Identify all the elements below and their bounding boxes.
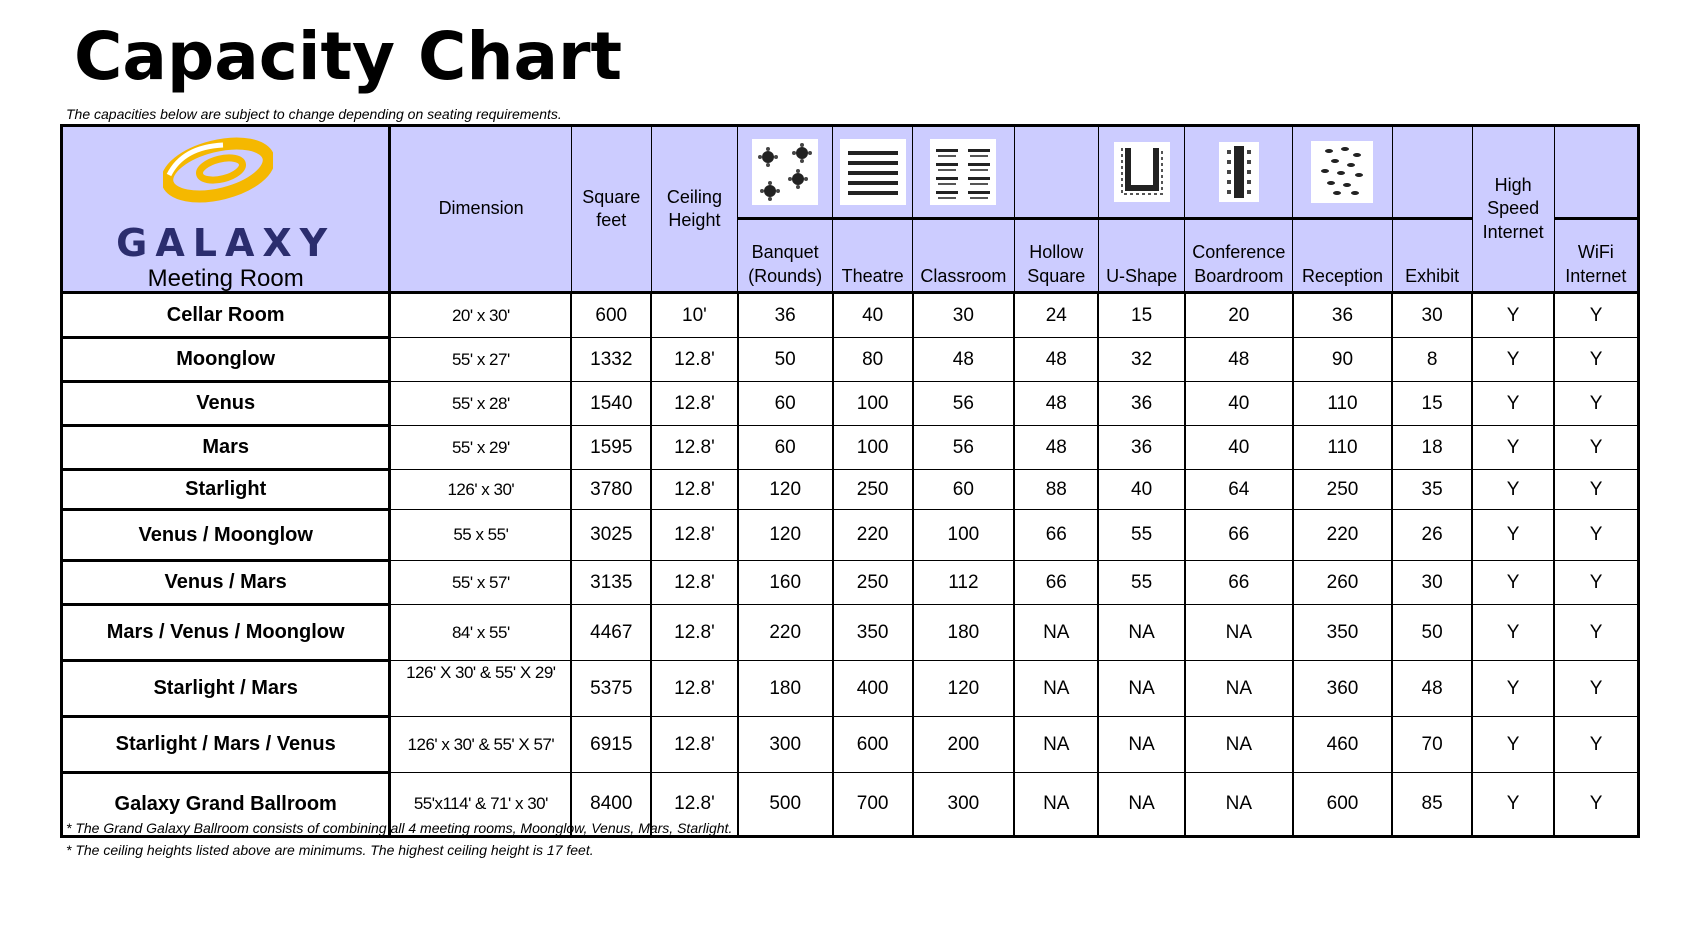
room-name: Venus / Moonglow — [62, 510, 390, 561]
cell-boardroom: 20 — [1185, 293, 1293, 338]
table-row — [62, 605, 1639, 661]
icon-cell-wifi-internet — [1554, 126, 1638, 219]
col-header-hollow-square: Hollow Square — [1014, 219, 1098, 293]
cell-theatre: 80 — [833, 338, 913, 382]
cell-boardroom: 40 — [1185, 382, 1293, 426]
cell-hollow-square: NA — [1014, 661, 1098, 717]
icon-cell-boardroom — [1185, 126, 1293, 219]
cell-exhibit: 35 — [1392, 470, 1472, 510]
cell-square-feet: 5375 — [571, 661, 651, 717]
col-header-classroom: Classroom — [913, 219, 1015, 293]
cell-wifi-internet: Y — [1554, 717, 1638, 773]
cell-square-feet: 600 — [571, 293, 651, 338]
room-name: Cellar Room — [62, 293, 390, 338]
cell-u-shape: 15 — [1098, 293, 1184, 338]
cell-hollow-square: 66 — [1014, 510, 1098, 561]
u-shape-icon — [1114, 142, 1170, 202]
icon-cell-ceiling-height — [651, 126, 737, 293]
cell-hollow-square: 66 — [1014, 561, 1098, 605]
cell-boardroom: NA — [1185, 773, 1293, 837]
cell-ceiling-height: 12.8' — [651, 510, 737, 561]
cell-square-feet: 1540 — [571, 382, 651, 426]
cell-wifi-internet: Y — [1554, 338, 1638, 382]
cell-boardroom: NA — [1185, 661, 1293, 717]
table-row — [62, 293, 1639, 338]
cell-banquet: 500 — [738, 773, 833, 837]
cell-exhibit: 18 — [1392, 426, 1472, 470]
galaxy-logo — [63, 127, 388, 291]
cell-boardroom: 66 — [1185, 561, 1293, 605]
cell-high-speed-internet: Y — [1472, 717, 1554, 773]
cell-u-shape: NA — [1098, 661, 1184, 717]
cell-square-feet: 3780 — [571, 470, 651, 510]
col-header-wifi-internet: WiFi Internet — [1554, 219, 1638, 293]
cell-dimension: 55' x 57' — [390, 561, 571, 605]
cell-ceiling-height: 12.8' — [651, 470, 737, 510]
cell-wifi-internet: Y — [1554, 470, 1638, 510]
cell-classroom: 300 — [913, 773, 1015, 837]
cell-boardroom: 40 — [1185, 426, 1293, 470]
cell-ceiling-height: 10' — [651, 293, 737, 338]
icon-cell-theatre — [833, 126, 913, 219]
cell-theatre: 600 — [833, 717, 913, 773]
room-name: Venus / Mars — [62, 561, 390, 605]
cell-theatre: 220 — [833, 510, 913, 561]
cell-exhibit: 8 — [1392, 338, 1472, 382]
cell-u-shape: 32 — [1098, 338, 1184, 382]
cell-dimension: 55 x 55' — [390, 510, 571, 561]
cell-classroom: 200 — [913, 717, 1015, 773]
cell-hollow-square: NA — [1014, 773, 1098, 837]
cell-exhibit: 50 — [1392, 605, 1472, 661]
cell-banquet: 120 — [738, 510, 833, 561]
cell-banquet: 300 — [738, 717, 833, 773]
cell-dimension: 84' x 55' — [390, 605, 571, 661]
cell-dimension: 55' x 28' — [390, 382, 571, 426]
cell-wifi-internet: Y — [1554, 382, 1638, 426]
page-subtitle: The capacities below are subject to change depending on seating requirements. — [66, 106, 562, 122]
icon-cell-banquet — [738, 126, 833, 219]
cell-u-shape: 55 — [1098, 561, 1184, 605]
cell-ceiling-height: 12.8' — [651, 605, 737, 661]
cell-square-feet: 3135 — [571, 561, 651, 605]
cell-classroom: 48 — [913, 338, 1015, 382]
icon-cell-hollow-square — [1014, 126, 1098, 219]
cell-reception: 250 — [1293, 470, 1392, 510]
cell-banquet: 220 — [738, 605, 833, 661]
room-name: Starlight — [62, 470, 390, 510]
cell-high-speed-internet: Y — [1472, 338, 1554, 382]
col-header-theatre: Theatre — [833, 219, 913, 293]
cell-classroom: 180 — [913, 605, 1015, 661]
cell-high-speed-internet: Y — [1472, 773, 1554, 837]
theatre-rows-icon — [840, 139, 906, 205]
cell-reception: 600 — [1293, 773, 1392, 837]
footnote-ballroom: * The Grand Galaxy Ballroom consists of combining all 4 meeting rooms, Moonglow, Venus, Mars, Starlight. — [66, 820, 733, 836]
cell-classroom: 112 — [913, 561, 1015, 605]
icon-cell-dimension — [390, 126, 571, 293]
cell-classroom: 60 — [913, 470, 1015, 510]
classroom-tables-icon — [930, 139, 996, 205]
cell-exhibit: 30 — [1392, 293, 1472, 338]
table-row — [62, 426, 1639, 470]
cell-high-speed-internet: Y — [1472, 661, 1554, 717]
cell-u-shape: 40 — [1098, 470, 1184, 510]
cell-high-speed-internet: Y — [1472, 382, 1554, 426]
room-name: Mars / Venus / Moonglow — [62, 605, 390, 661]
cell-banquet: 50 — [738, 338, 833, 382]
table-body — [62, 293, 1639, 837]
cell-square-feet: 1595 — [571, 426, 651, 470]
galaxy-swoosh-icon — [163, 135, 273, 205]
cell-reception: 350 — [1293, 605, 1392, 661]
cell-hollow-square: 24 — [1014, 293, 1098, 338]
icon-cell-classroom — [913, 126, 1015, 219]
cell-high-speed-internet: Y — [1472, 510, 1554, 561]
cell-hollow-square: 48 — [1014, 338, 1098, 382]
cell-u-shape: 55 — [1098, 510, 1184, 561]
cell-wifi-internet: Y — [1554, 426, 1638, 470]
col-header-exhibit: Exhibit — [1392, 219, 1472, 293]
cell-boardroom: NA — [1185, 717, 1293, 773]
cell-hollow-square: 48 — [1014, 382, 1098, 426]
room-name: Mars — [62, 426, 390, 470]
cell-exhibit: 70 — [1392, 717, 1472, 773]
cell-ceiling-height: 12.8' — [651, 773, 737, 837]
cell-reception: 110 — [1293, 426, 1392, 470]
room-name: Venus — [62, 382, 390, 426]
cell-hollow-square: NA — [1014, 605, 1098, 661]
cell-boardroom: 66 — [1185, 510, 1293, 561]
cell-hollow-square: 88 — [1014, 470, 1098, 510]
col-header-reception: Reception — [1293, 219, 1392, 293]
cell-ceiling-height: 12.8' — [651, 382, 737, 426]
cell-wifi-internet: Y — [1554, 510, 1638, 561]
cell-wifi-internet: Y — [1554, 293, 1638, 338]
room-name: Starlight / Mars — [62, 661, 390, 717]
icon-cell-square-feet — [571, 126, 651, 293]
icon-row — [62, 126, 1639, 219]
cell-dimension: 55'x114' & 71' x 30' — [390, 773, 571, 837]
cell-high-speed-internet: Y — [1472, 470, 1554, 510]
cell-banquet: 160 — [738, 561, 833, 605]
cell-exhibit: 85 — [1392, 773, 1472, 837]
cell-theatre: 100 — [833, 426, 913, 470]
cell-u-shape: NA — [1098, 605, 1184, 661]
cell-square-feet: 6915 — [571, 717, 651, 773]
cell-banquet: 180 — [738, 661, 833, 717]
cell-dimension: 126' x 30' & 55' X 57' — [390, 717, 571, 773]
cell-dimension: 126' x 30' — [390, 470, 571, 510]
cell-theatre: 400 — [833, 661, 913, 717]
room-name: Starlight / Mars / Venus — [62, 717, 390, 773]
cell-square-feet: 4467 — [571, 605, 651, 661]
cell-hollow-square: 48 — [1014, 426, 1098, 470]
cell-theatre: 40 — [833, 293, 913, 338]
cell-ceiling-height: 12.8' — [651, 661, 737, 717]
cell-boardroom: 48 — [1185, 338, 1293, 382]
col-header-ceiling-height: Ceiling Height — [666, 186, 722, 230]
cell-classroom: 56 — [913, 382, 1015, 426]
col-header-banquet: Banquet (Rounds) — [738, 219, 833, 293]
cell-hollow-square: NA — [1014, 717, 1098, 773]
cell-dimension: 126' X 30' & 55' X 29' — [390, 661, 571, 717]
banquet-rounds-icon — [752, 139, 818, 205]
cell-ceiling-height: 12.8' — [651, 338, 737, 382]
cell-banquet: 120 — [738, 470, 833, 510]
table-row — [62, 561, 1639, 605]
capacity-table — [60, 124, 1640, 838]
footnote-ceiling: * The ceiling heights listed above are minimums. The highest ceiling height is 17 feet. — [66, 842, 594, 858]
cell-boardroom: NA — [1185, 605, 1293, 661]
cell-ceiling-height: 12.8' — [651, 426, 737, 470]
col-header-square-feet: Square feet — [582, 186, 641, 230]
cell-wifi-internet: Y — [1554, 561, 1638, 605]
col-header-high-speed-internet: High Speed Internet — [1482, 174, 1544, 242]
table-row — [62, 382, 1639, 426]
cell-high-speed-internet: Y — [1472, 293, 1554, 338]
cell-square-feet: 8400 — [571, 773, 651, 837]
cell-dimension: 55' x 27' — [390, 338, 571, 382]
cell-theatre: 700 — [833, 773, 913, 837]
table-row — [62, 510, 1639, 561]
cell-wifi-internet: Y — [1554, 605, 1638, 661]
logo-wordmark: GALAXY — [116, 221, 336, 265]
table-header — [62, 126, 1639, 293]
cell-exhibit: 48 — [1392, 661, 1472, 717]
cell-exhibit: 15 — [1392, 382, 1472, 426]
cell-theatre: 250 — [833, 470, 913, 510]
room-name: Galaxy Grand Ballroom — [62, 773, 390, 837]
cell-wifi-internet: Y — [1554, 773, 1638, 837]
cell-high-speed-internet: Y — [1472, 426, 1554, 470]
cell-reception: 460 — [1293, 717, 1392, 773]
cell-dimension: 55' x 29' — [390, 426, 571, 470]
icon-cell-u-shape — [1098, 126, 1184, 219]
col-header-u-shape: U-Shape — [1098, 219, 1184, 293]
table-row — [62, 661, 1639, 717]
cell-classroom: 30 — [913, 293, 1015, 338]
cell-banquet: 60 — [738, 382, 833, 426]
cell-square-feet: 1332 — [571, 338, 651, 382]
cell-theatre: 350 — [833, 605, 913, 661]
logo-subtitle: Meeting Room — [147, 265, 304, 292]
cell-boardroom: 64 — [1185, 470, 1293, 510]
icon-cell-reception — [1293, 126, 1392, 219]
cell-high-speed-internet: Y — [1472, 561, 1554, 605]
logo-cell — [62, 126, 390, 293]
table-row — [62, 470, 1639, 510]
cell-high-speed-internet: Y — [1472, 605, 1554, 661]
table-row — [62, 338, 1639, 382]
icon-cell-exhibit — [1392, 126, 1472, 219]
cell-u-shape: 36 — [1098, 382, 1184, 426]
cell-classroom: 100 — [913, 510, 1015, 561]
reception-scatter-icon — [1311, 141, 1373, 203]
cell-u-shape: 36 — [1098, 426, 1184, 470]
room-name: Moonglow — [62, 338, 390, 382]
cell-reception: 90 — [1293, 338, 1392, 382]
table-row — [62, 717, 1639, 773]
cell-exhibit: 30 — [1392, 561, 1472, 605]
cell-ceiling-height: 12.8' — [651, 561, 737, 605]
cell-square-feet: 3025 — [571, 510, 651, 561]
col-header-boardroom: Conference Boardroom — [1185, 219, 1293, 293]
cell-theatre: 100 — [833, 382, 913, 426]
cell-banquet: 60 — [738, 426, 833, 470]
cell-reception: 36 — [1293, 293, 1392, 338]
cell-exhibit: 26 — [1392, 510, 1472, 561]
page-title: Capacity Chart — [74, 18, 623, 95]
icon-cell-high-speed-internet — [1472, 126, 1554, 293]
cell-classroom: 56 — [913, 426, 1015, 470]
cell-reception: 110 — [1293, 382, 1392, 426]
cell-theatre: 250 — [833, 561, 913, 605]
cell-wifi-internet: Y — [1554, 661, 1638, 717]
cell-reception: 220 — [1293, 510, 1392, 561]
cell-reception: 360 — [1293, 661, 1392, 717]
cell-banquet: 36 — [738, 293, 833, 338]
col-header-dimension: Dimension — [438, 198, 524, 219]
cell-classroom: 120 — [913, 661, 1015, 717]
boardroom-table-icon — [1219, 142, 1259, 202]
cell-u-shape: NA — [1098, 717, 1184, 773]
cell-reception: 260 — [1293, 561, 1392, 605]
cell-dimension: 20' x 30' — [390, 293, 571, 338]
cell-u-shape: NA — [1098, 773, 1184, 837]
cell-ceiling-height: 12.8' — [651, 717, 737, 773]
